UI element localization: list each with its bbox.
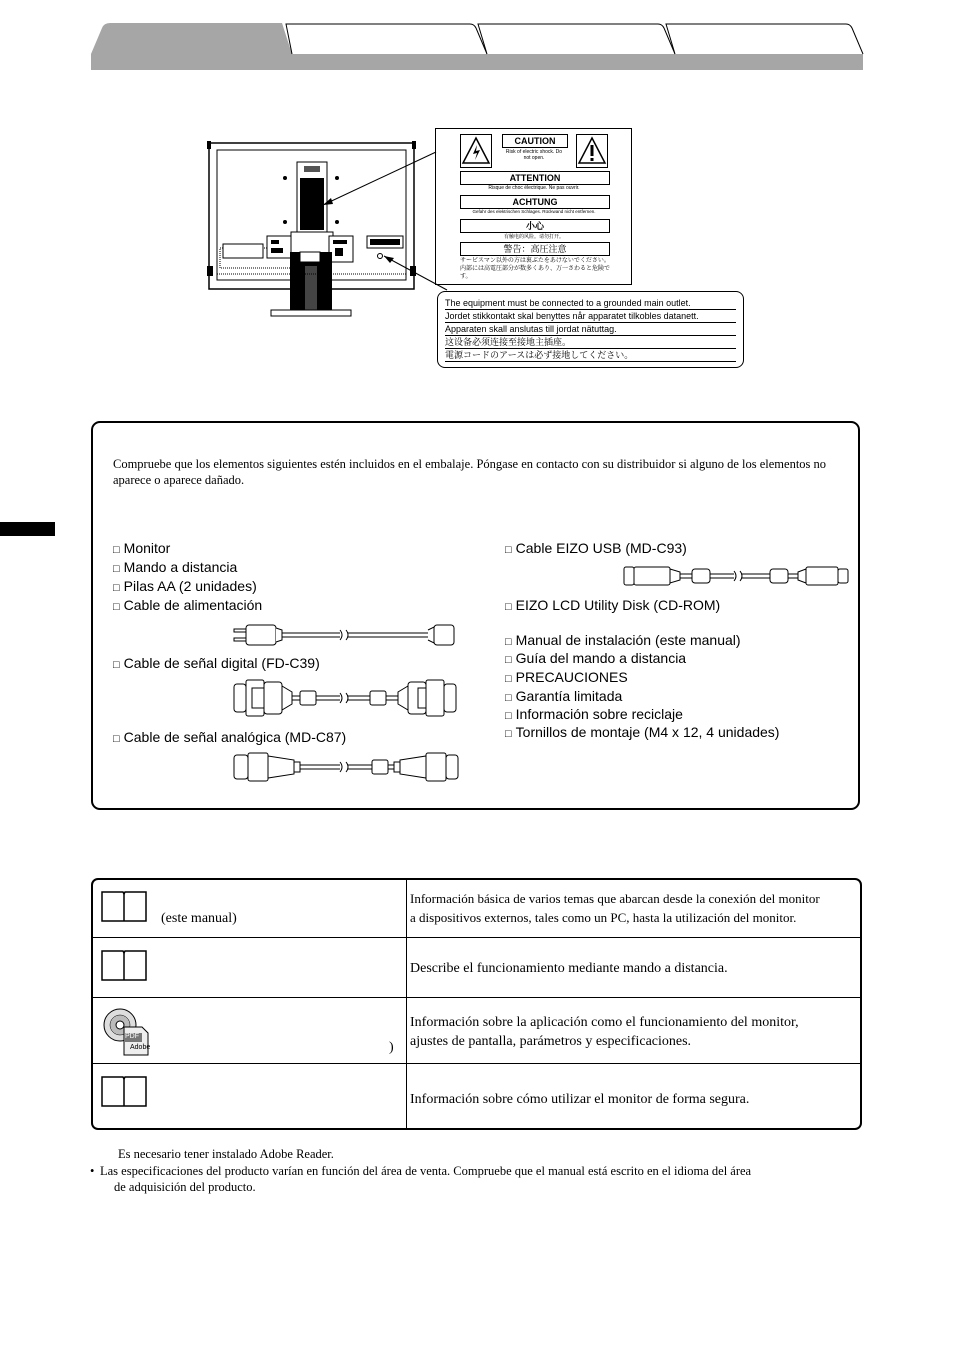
caution-subtext: Risk of electric shock. Do not open. [505,149,563,161]
exclamation-warning-icon [576,134,608,168]
tab-4 [666,24,863,54]
manual-desc-remote: Describe el funcionamiento mediante mando a distancia. [410,961,728,976]
usb-cable-illustration [622,564,852,588]
item-monitor: □ Monitor [113,540,171,556]
item-utility-disk: □ EIZO LCD Utility Disk (CD-ROM) [505,597,721,613]
keikoku-title: 警告：高圧注意 [460,242,610,256]
manual-desc-precautions: Información sobre cómo utilizar el monitor de forma segura. [410,1092,750,1107]
analog-cable-illustration [232,752,462,782]
manual-desc-disk: Información sobre la aplicación como el funcionamiento del monitor, ajustes de pantalla, parámetros y especificaciones. [410,1015,799,1049]
item-power-cable: □ Cable de alimentación [113,597,263,613]
section-tab-bar [0,0,954,75]
table-row-divider [93,997,860,998]
footnote-adobe: Es necesario tener instalado Adobe Reader. [118,1147,334,1161]
digital-cable-illustration [232,678,462,718]
tab-active [91,23,292,54]
table-column-divider [406,880,407,1128]
item-recycling: □ Información sobre reciclaje [505,706,683,722]
xiaoxin-title: 小心 [460,219,610,233]
ground-line-5: 電源コードのアースは必ず接地してください。 [445,349,736,362]
item-batteries: □ Pilas AA (2 unidades) [113,578,257,594]
power-cable-illustration [230,620,460,650]
ground-line-1: The equipment must be connected to a grounded main outlet. [445,297,736,310]
ground-line-3: Apparaten skall anslutas till jordat nätuttag. [445,323,736,336]
ground-line-4: 这设备必须连接至接地主插座。 [445,336,736,349]
item-warranty: □ Garantía limitada [505,688,623,704]
contents-intro: Compruebe que los elementos siguientes estén incluidos en el embalaje. Póngase en contacto con su distribuidor si alguno de los elementos no aparece o aparece dañado. [113,457,827,487]
book-icon [101,950,147,981]
item-remote: □ Mando a distancia [113,559,238,575]
book-icon [101,891,147,922]
tab-3 [478,24,675,54]
table-row-divider [93,937,860,938]
item-setup-manual: □ Manual de instalación (este manual) [505,632,741,648]
manual-table [91,878,862,1130]
grounding-label [437,291,744,368]
attention-subtext: Risque de choc électrique. Ne pas ouvrir. [488,185,580,191]
ground-line-2: Jordet stikkontakt skal benyttes når apparatet tilkobles datanett. [445,310,736,323]
table-row-divider [93,1063,860,1064]
section-marker [0,522,55,536]
tab-2 [286,24,487,54]
achtung-subtext: Gefahr des elektrischen Schlages. Rückwand nicht entfernen. [472,209,596,214]
manual-label-setup: (este manual) [161,911,237,926]
item-mounting-screws: □ Tornillos de montaje (M4 x 12, 4 unidades) [505,724,780,740]
monitor-rear-illustration [205,140,420,320]
item-usb-cable: □ Cable EIZO USB (MD-C93) [505,540,687,556]
item-remote-guide: □ Guía del mando a distancia [505,650,687,666]
keikoku-subtext: サービスマン以外の方は裏ぶたをあけないでください。内部には高電圧部分が数多くあり、万一さわると危険です。 [460,258,611,280]
item-analog-cable: □ Cable de señal analógica (MD-C87) [113,729,347,745]
item-digital-cable: □ Cable de señal digital (FD-C39) [113,655,320,671]
footnote-bullet: • [90,1164,95,1178]
manual-label-disk: ) [389,1040,394,1055]
item-precautions: □ PRECAUCIONES [505,669,628,685]
achtung-title: ACHTUNG [460,195,610,209]
attention-title: ATTENTION [460,171,610,185]
manual-desc-setup: Información básica de varios temas que abarcan desde la conexión del monitor a dispositivos externos, tales como un PC, hasta la utilización del monitor. [410,891,820,925]
caution-label [435,128,632,285]
xiaoxin-subtext: 有触电的风险。请勿打开。 [503,234,564,240]
pdf-badge: PDF [125,1033,139,1040]
adobe-badge: Adobe [130,1044,151,1051]
book-icon [101,1076,147,1107]
caution-title: CAUTION [502,134,568,148]
footnote-specs: Las especificaciones del producto varían en función del área de venta. Compruebe que el manual está escrito en el idioma del área de adquisición del producto. [100,1164,752,1194]
lightning-warning-icon [460,134,492,168]
